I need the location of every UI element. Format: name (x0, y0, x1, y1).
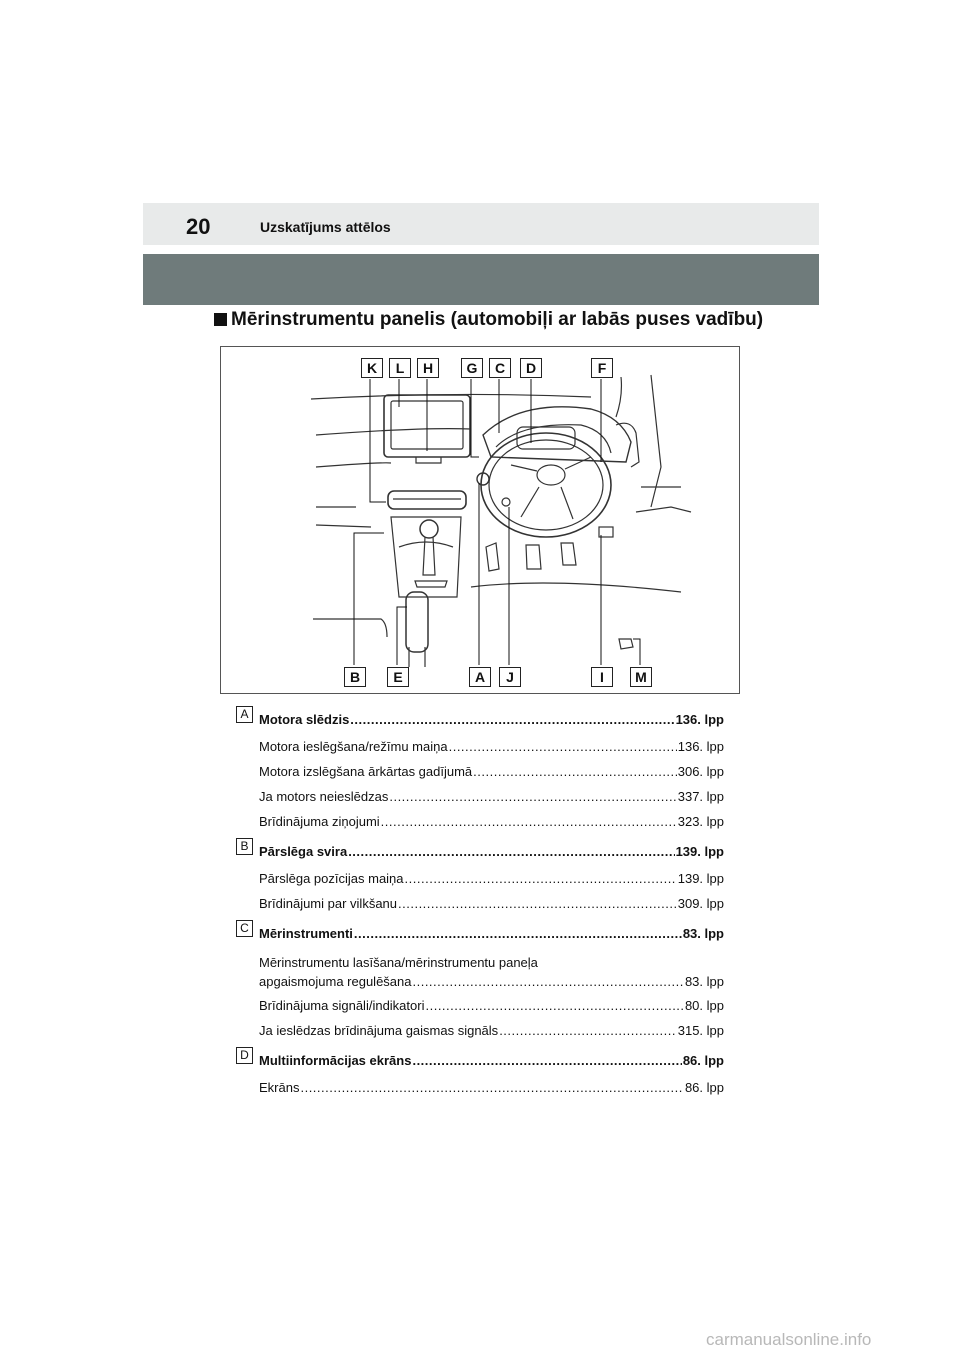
entry-b (236, 832, 724, 914)
entry-title: Multiinformācijas ekrāns (259, 1053, 412, 1068)
entry-c (236, 914, 724, 1041)
sub-page: 80. lpp (684, 998, 724, 1013)
entry-page: 136. lpp (675, 712, 724, 727)
header-title: Uzskatījums attēlos (260, 219, 391, 235)
page-number: 20 (186, 214, 211, 239)
sub-page: 86. lpp (684, 1080, 724, 1095)
entry-heading (259, 914, 724, 946)
list-item (259, 782, 724, 807)
entry-letter: C (236, 920, 253, 937)
sub-title: Brīdinājumi par vilkšanu (259, 896, 398, 911)
sub-title: Ekrāns (259, 1080, 300, 1095)
sub-page: 306. lpp (677, 764, 724, 779)
sub-page: 83. lpp (684, 974, 724, 989)
sub-title-line1: Mērinstrumentu lasīšana/mērinstrumentu paneļa (259, 955, 538, 970)
callout-k: K (361, 358, 383, 378)
sub-title: Brīdinājuma signāli/indikatori (259, 998, 425, 1013)
callout-g: G (461, 358, 483, 378)
entry-title: Mērinstrumenti (259, 926, 353, 941)
callout-i: I (591, 667, 613, 687)
sub-page: 309. lpp (677, 896, 724, 911)
sub-page: 323. lpp (677, 814, 724, 829)
watermark: carmanualsonline.info (706, 1330, 872, 1349)
section-heading (214, 309, 763, 331)
sub-page: 337. lpp (677, 789, 724, 804)
sub-title: Ja ieslēdzas brīdinājuma gaismas signāls (259, 1023, 499, 1038)
entry-heading (259, 1041, 724, 1073)
dashboard-diagram (220, 346, 740, 694)
list-item (259, 864, 724, 889)
callout-c: C (489, 358, 511, 378)
callout-d: D (520, 358, 542, 378)
header-bar (143, 203, 819, 245)
square-bullet-icon (214, 313, 227, 326)
callout-m: M (630, 667, 652, 687)
list-item (259, 889, 724, 914)
list-item (259, 1073, 724, 1098)
sub-page: 136. lpp (677, 739, 724, 754)
callout-e: E (387, 667, 409, 687)
sub-title: Pārslēga pozīcijas maiņa (259, 871, 404, 886)
entry-title: Motora slēdzis (259, 712, 350, 727)
entry-a (236, 700, 724, 832)
callout-h: H (417, 358, 439, 378)
entry-heading (259, 700, 724, 732)
entry-page: 83. lpp (682, 926, 724, 941)
list-item (259, 991, 724, 1016)
entry-page: 86. lpp (682, 1053, 724, 1068)
list-item (259, 807, 724, 832)
entry-letter: D (236, 1047, 253, 1064)
callout-l: L (389, 358, 411, 378)
sub-title: Brīdinājuma ziņojumi (259, 814, 380, 829)
sub-title: Motora ieslēgšana/režīmu maiņa (259, 739, 448, 754)
section-title: Mērinstrumentu panelis (automobiļi ar labās puses vadību) (231, 309, 764, 330)
dashboard-illustration (221, 347, 741, 695)
callout-f: F (591, 358, 613, 378)
entry-page: 139. lpp (675, 844, 724, 859)
entry-letter: A (236, 706, 253, 723)
entry-title: Pārslēga svira (259, 844, 348, 859)
entry-heading (259, 832, 724, 864)
section-band (143, 254, 819, 305)
sub-title: apgaismojuma regulēšana (259, 974, 412, 989)
sub-page: 315. lpp (677, 1023, 724, 1038)
list-item (259, 1016, 724, 1041)
callout-j: J (499, 667, 521, 687)
callout-a: A (469, 667, 491, 687)
reference-list (236, 700, 724, 1098)
entry-letter: B (236, 838, 253, 855)
list-item (259, 946, 724, 991)
entry-d (236, 1041, 724, 1098)
sub-title: Ja motors neieslēdzas (259, 789, 389, 804)
sub-page: 139. lpp (677, 871, 724, 886)
callout-b: B (344, 667, 366, 687)
list-item (259, 732, 724, 757)
sub-title: Motora izslēgšana ārkārtas gadījumā (259, 764, 473, 779)
list-item (259, 757, 724, 782)
